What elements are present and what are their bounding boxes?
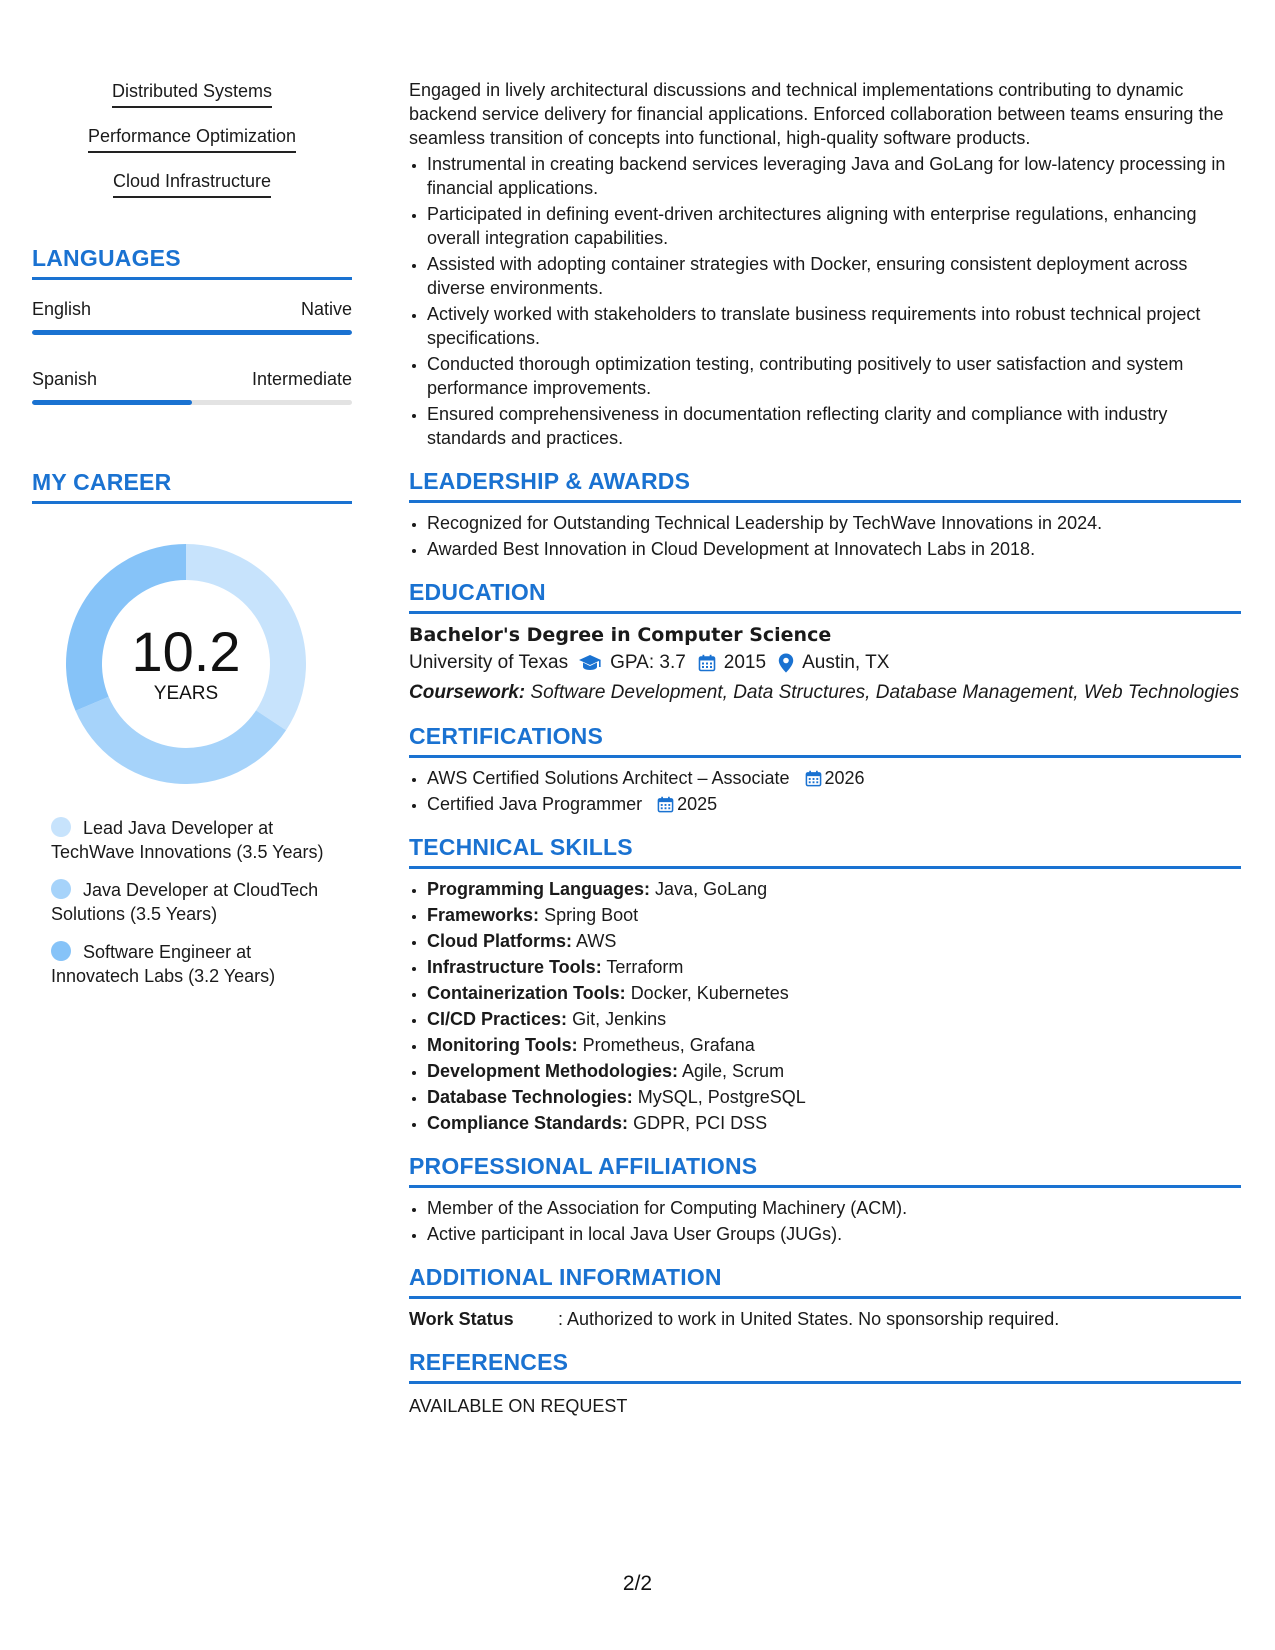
technical-skills-heading: TECHNICAL SKILLS bbox=[409, 834, 1241, 869]
skill-item bbox=[427, 1059, 1241, 1083]
legend-dot bbox=[51, 879, 71, 899]
language-row bbox=[32, 298, 352, 335]
education-details bbox=[409, 650, 1241, 676]
language-proficiency-bar bbox=[32, 330, 352, 335]
experience-summary: Engaged in lively architectural discussions and technical implementations contributing to dynamic backend service delivery for financial applications. Enforced collaboration between teams ensuring the seamless transition of concepts into functional, high-quality software products. bbox=[409, 80, 1224, 148]
skill-item bbox=[427, 981, 1241, 1005]
skill-values: AWS bbox=[576, 931, 617, 951]
experience-bullets bbox=[409, 152, 1241, 450]
additional-info-heading: ADDITIONAL INFORMATION bbox=[409, 1264, 1241, 1299]
experience-bullet: • Instrumental in creating backend services leveraging Java and GoLang for low-latency processing in financial applications. bbox=[427, 152, 1241, 200]
education-school: University of Texas bbox=[409, 652, 569, 673]
skill-tag: Cloud Infrastructure bbox=[113, 170, 271, 198]
skill-category: Frameworks: bbox=[427, 905, 540, 925]
work-status-row bbox=[409, 1307, 1241, 1331]
certifications-heading: CERTIFICATIONS bbox=[409, 723, 1241, 758]
education-gpa: GPA: 3.7 bbox=[610, 652, 686, 673]
language-level: Native bbox=[300, 299, 352, 319]
skill-values: Java, GoLang bbox=[655, 879, 768, 899]
skill-item bbox=[427, 929, 1241, 953]
skill-item bbox=[427, 955, 1241, 979]
skill-tags bbox=[32, 80, 352, 215]
skill-category: CI/CD Practices: bbox=[427, 1009, 568, 1029]
skill-item bbox=[427, 1007, 1241, 1031]
career-legend-item bbox=[51, 878, 331, 926]
skill-values: Agile, Scrum bbox=[682, 1061, 785, 1081]
education-degree: Bachelor's Degree in Computer Science bbox=[409, 624, 832, 646]
calendar-icon bbox=[805, 770, 822, 787]
coursework-label: Coursework: bbox=[409, 682, 526, 703]
experience-bullet: • Assisted with adopting container strategies with Docker, ensuring consistent deployment across diverse environments. bbox=[427, 252, 1241, 300]
skill-category: Database Technologies: bbox=[427, 1087, 633, 1107]
leadership-heading: LEADERSHIP & AWARDS bbox=[409, 468, 1241, 503]
career-total-unit: YEARS bbox=[153, 683, 219, 704]
location-pin-icon bbox=[778, 653, 794, 673]
experience-bullet: • Conducted thorough optimization testing, contributing positively to user satisfaction and system performance improvements. bbox=[427, 352, 1241, 400]
skill-item bbox=[427, 1111, 1241, 1135]
certification-name: Certified Java Programmer bbox=[427, 794, 643, 814]
skill-category: Containerization Tools: bbox=[427, 983, 626, 1003]
skill-item bbox=[427, 1085, 1241, 1109]
education-location: Austin, TX bbox=[802, 652, 890, 673]
skill-values: Terraform bbox=[606, 957, 684, 977]
award-item: • Awarded Best Innovation in Cloud Development at Innovatech Labs in 2018. bbox=[427, 537, 1241, 561]
certification-year: 2026 bbox=[824, 768, 865, 788]
skill-category: Programming Languages: bbox=[427, 879, 651, 899]
education-heading: EDUCATION bbox=[409, 579, 1241, 614]
skill-values: Prometheus, Grafana bbox=[582, 1035, 755, 1055]
skill-category: Development Methodologies: bbox=[427, 1061, 679, 1081]
certification-name: AWS Certified Solutions Architect – Associate bbox=[427, 768, 790, 788]
skill-item bbox=[427, 877, 1241, 901]
calendar-icon bbox=[698, 654, 716, 672]
languages-heading: LANGUAGES bbox=[32, 245, 352, 280]
experience-bullet: • Actively worked with stakeholders to translate business requirements into robust technical project specifications. bbox=[427, 302, 1241, 350]
skill-values: Git, Jenkins bbox=[572, 1009, 667, 1029]
page-number: 2/2 bbox=[622, 1572, 653, 1595]
career-legend-text: Lead Java Developer at TechWave Innovations (3.5 Years) bbox=[51, 818, 324, 862]
affiliations-list bbox=[409, 1196, 1241, 1246]
skill-values: Spring Boot bbox=[544, 905, 639, 925]
coursework-list: Software Development, Data Structures, Database Management, Web Technologies bbox=[530, 682, 1240, 703]
skill-category: Monitoring Tools: bbox=[427, 1035, 578, 1055]
legend-dot bbox=[51, 941, 71, 961]
language-proficiency-fill bbox=[32, 330, 352, 335]
skill-category: Compliance Standards: bbox=[427, 1113, 629, 1133]
legend-dot bbox=[51, 817, 71, 837]
references-heading: REFERENCES bbox=[409, 1349, 1241, 1384]
experience-bullet: • Participated in defining event-driven architectures aligning with enterprise regulations, enhancing overall integration capabilities. bbox=[427, 202, 1241, 250]
sidebar bbox=[32, 80, 352, 1002]
skill-values: Docker, Kubernetes bbox=[630, 983, 789, 1003]
certification-item bbox=[427, 792, 1241, 816]
education-year: 2015 bbox=[723, 652, 767, 673]
language-proficiency-bar bbox=[32, 400, 352, 405]
work-status-label: Work Status bbox=[409, 1309, 514, 1329]
career-legend-text: Software Engineer at Innovatech Labs (3.2 Years) bbox=[51, 942, 276, 986]
career-legend-item bbox=[51, 816, 331, 864]
skill-category: Cloud Platforms: bbox=[427, 931, 573, 951]
certification-year: 2025 bbox=[677, 794, 718, 814]
award-item: • Recognized for Outstanding Technical Leadership by TechWave Innovations in 2024. bbox=[427, 511, 1241, 535]
language-name: English bbox=[32, 299, 92, 319]
technical-skills-list bbox=[409, 877, 1241, 1135]
skill-tag: Distributed Systems bbox=[112, 80, 272, 108]
career-section bbox=[32, 469, 352, 988]
skill-item bbox=[427, 1033, 1241, 1057]
main-content bbox=[409, 78, 1241, 1418]
career-total-years: 10.2 bbox=[131, 620, 241, 683]
calendar-icon bbox=[657, 796, 674, 813]
skill-values: GDPR, PCI DSS bbox=[633, 1113, 768, 1133]
education-coursework bbox=[409, 680, 1241, 705]
certification-item bbox=[427, 766, 1241, 790]
affiliation-item: • Member of the Association for Computing Machinery (ACM). bbox=[427, 1196, 1241, 1220]
career-heading: MY CAREER bbox=[32, 469, 352, 504]
career-donut-chart bbox=[66, 544, 306, 784]
affiliations-heading: PROFESSIONAL AFFILIATIONS bbox=[409, 1153, 1241, 1188]
affiliation-item: • Active participant in local Java User Groups (JUGs). bbox=[427, 1222, 1241, 1246]
skill-item bbox=[427, 903, 1241, 927]
leadership-list bbox=[409, 511, 1241, 561]
skill-values: MySQL, PostgreSQL bbox=[637, 1087, 806, 1107]
career-legend-item bbox=[51, 940, 331, 988]
career-legend bbox=[51, 816, 331, 988]
language-level: Intermediate bbox=[251, 369, 352, 389]
experience-bullet: • Ensured comprehensiveness in documentation reflecting clarity and compliance with industry standards and practices. bbox=[427, 402, 1241, 450]
language-row bbox=[32, 368, 352, 405]
language-proficiency-fill bbox=[32, 400, 192, 405]
skill-category: Infrastructure Tools: bbox=[427, 957, 602, 977]
graduation-cap-icon bbox=[578, 654, 602, 672]
career-legend-text: Java Developer at CloudTech Solutions (3.5 Years) bbox=[51, 880, 319, 924]
references-text: AVAILABLE ON REQUEST bbox=[409, 1396, 628, 1416]
language-name: Spanish bbox=[32, 369, 98, 389]
certifications-list bbox=[409, 766, 1241, 816]
work-status-value: : Authorized to work in United States. No sponsorship required. bbox=[558, 1309, 1060, 1329]
skill-tag: Performance Optimization bbox=[88, 125, 296, 153]
